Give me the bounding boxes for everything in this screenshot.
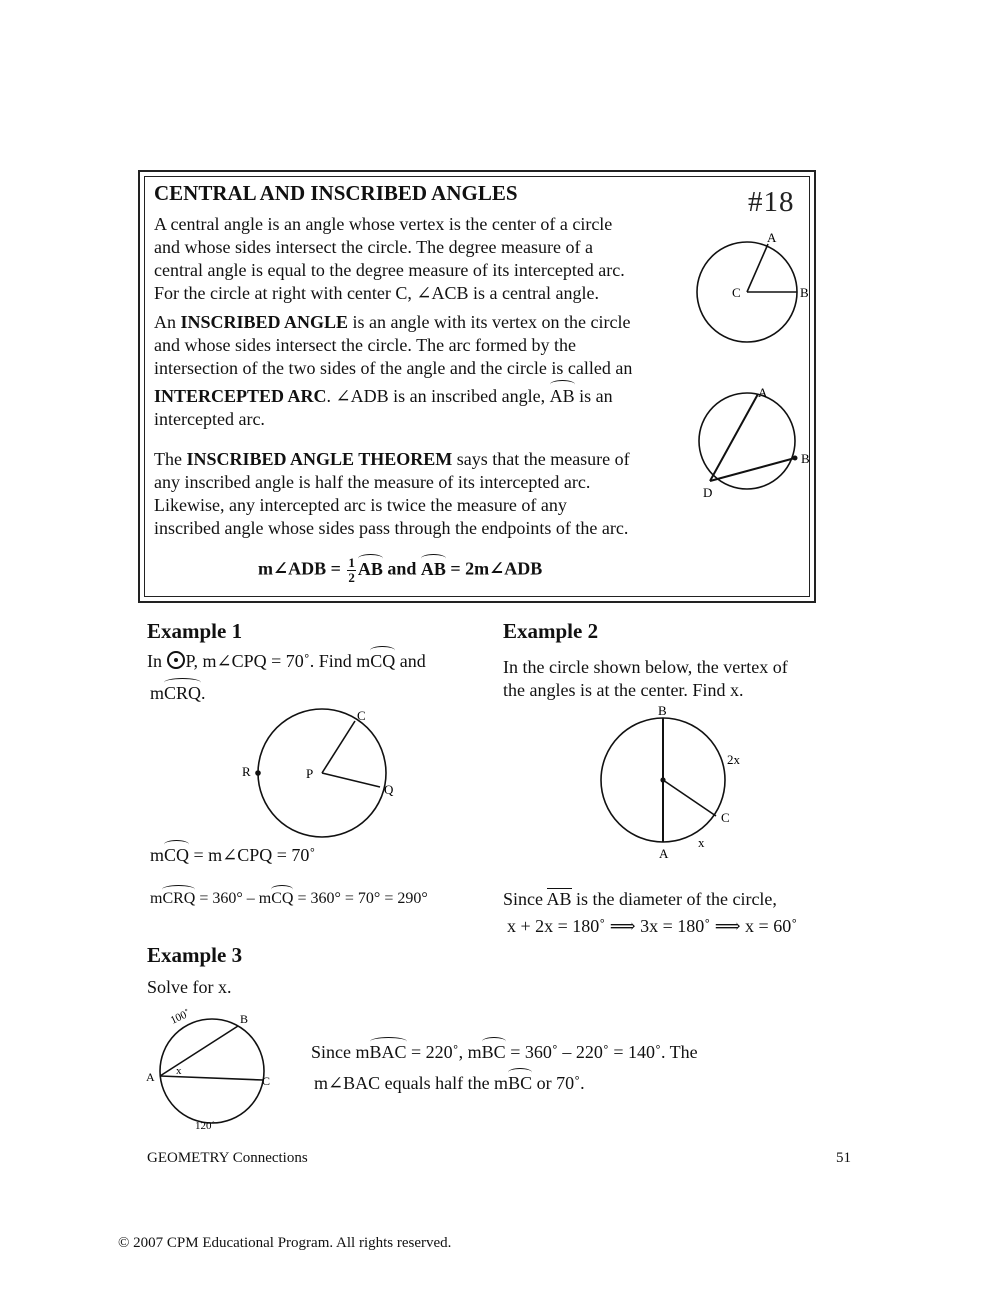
text: intercepted arc. bbox=[154, 409, 265, 429]
example-1-heading: Example 1 bbox=[147, 619, 243, 643]
label-arc-x: x bbox=[698, 835, 705, 850]
arc-cq: CQ bbox=[370, 651, 396, 671]
text: and bbox=[382, 558, 421, 579]
example-3-diagram bbox=[140, 1000, 290, 1140]
circle-dot-icon bbox=[167, 651, 185, 669]
para1-line: For the circle at right with center C, ∠ACB is a central angle. bbox=[154, 283, 599, 303]
para1-line: and whose sides intersect the circle. The degree measure of a bbox=[154, 237, 593, 257]
text: . ∠ADB is an inscribed angle, bbox=[326, 386, 550, 406]
radius-c bbox=[663, 780, 716, 816]
example-1-solution-line-2 bbox=[150, 890, 428, 908]
text: m bbox=[150, 683, 165, 703]
formula-lhs: m∠ADB = bbox=[258, 558, 346, 579]
label-c: C bbox=[262, 1074, 271, 1088]
label-b: B bbox=[240, 1012, 249, 1026]
text: the angles is at the center. Find x. bbox=[503, 680, 744, 700]
arc-ab: AB bbox=[420, 558, 446, 579]
arc-cq: CQ bbox=[164, 845, 190, 865]
radius-pc bbox=[322, 721, 355, 773]
arc-crq: CRQ bbox=[162, 890, 196, 907]
label-c: C bbox=[732, 285, 741, 300]
footer-page-number: 51 bbox=[836, 1150, 851, 1166]
text: or 70˚. bbox=[532, 1073, 585, 1093]
text: In the circle shown below, the vertex of bbox=[503, 657, 788, 677]
inscribed-angle-paragraph bbox=[154, 311, 694, 431]
text: The bbox=[154, 449, 187, 469]
example-3-problem: Solve for x. bbox=[147, 977, 232, 997]
box-number: #18 bbox=[748, 186, 795, 218]
radius-pq bbox=[322, 773, 380, 787]
term-inscribed-angle: INSCRIBED ANGLE bbox=[180, 312, 349, 332]
text: and bbox=[395, 651, 426, 671]
formula-rhs: = 2m∠ADB bbox=[445, 558, 543, 579]
fraction-numerator: 1 bbox=[348, 555, 355, 570]
text: . bbox=[201, 683, 206, 703]
label-p: P bbox=[306, 766, 314, 781]
text: and whose sides intersect the circle. The arc formed by the bbox=[154, 335, 577, 355]
label-arc-2x: 2x bbox=[727, 752, 740, 767]
text: m bbox=[150, 845, 165, 865]
example-3-solution-line-2 bbox=[314, 1073, 585, 1094]
copyright-notice: © 2007 CPM Educational Program. All rights reserved. bbox=[118, 1235, 452, 1251]
example-2-diagram bbox=[590, 700, 760, 865]
example-1-solution-line-1 bbox=[150, 845, 315, 866]
arc-bac: BAC bbox=[369, 1042, 407, 1062]
text: m∠BAC equals half the m bbox=[314, 1073, 509, 1093]
fraction-denominator: 2 bbox=[348, 570, 355, 585]
example-2-problem bbox=[503, 656, 788, 702]
fraction-one-half bbox=[347, 556, 356, 585]
text: = 360° = 70° = 290° bbox=[293, 890, 428, 907]
central-angle-paragraph bbox=[154, 213, 684, 305]
label-b: B bbox=[801, 451, 810, 466]
text: any inscribed angle is half the measure of its intercepted arc. bbox=[154, 472, 591, 492]
label-b: B bbox=[800, 285, 809, 300]
arc-bc: BC bbox=[508, 1073, 533, 1093]
inscribed-angle-diagram bbox=[690, 383, 815, 503]
text: is an angle with its vertex on the circle bbox=[348, 312, 631, 332]
para1-line: central angle is equal to the degree measure of its intercepted arc. bbox=[154, 260, 625, 280]
point-r bbox=[255, 770, 261, 776]
example-1-problem-line-2 bbox=[150, 683, 206, 704]
segment-ab: AB bbox=[546, 889, 572, 909]
arc-ab: AB bbox=[357, 558, 383, 579]
label-r: R bbox=[242, 764, 251, 779]
text: = 360˚ – 220˚ = 140˚. The bbox=[505, 1042, 698, 1062]
point-b bbox=[793, 456, 798, 461]
box-title: CENTRAL AND INSCRIBED ANGLES bbox=[154, 181, 518, 205]
label-b: B bbox=[658, 703, 667, 718]
label-arc-100: 100˚ bbox=[168, 1007, 192, 1027]
label-a: A bbox=[758, 385, 768, 400]
center-point bbox=[660, 777, 665, 782]
text: says that the measure of bbox=[452, 449, 630, 469]
text: Since bbox=[503, 889, 547, 909]
label-c: C bbox=[357, 708, 366, 723]
label-arc-120: 120˚ bbox=[195, 1120, 216, 1132]
theorem-formula bbox=[258, 556, 542, 585]
label-x: x bbox=[176, 1065, 182, 1077]
example-2-solution-line-2: x + 2x = 180˚ ⟹ 3x = 180˚ ⟹ x = 60˚ bbox=[507, 916, 798, 936]
label-a: A bbox=[659, 846, 669, 861]
para1-line: A central angle is an angle whose vertex is the center of a circle bbox=[154, 214, 613, 234]
term-inscribed-angle-theorem: INSCRIBED ANGLE THEOREM bbox=[186, 449, 453, 469]
example-3-solution-line-1 bbox=[311, 1042, 698, 1063]
label-a: A bbox=[146, 1070, 155, 1084]
theorem-paragraph bbox=[154, 448, 694, 540]
text: Since m bbox=[311, 1042, 370, 1062]
text: = 360° – m bbox=[195, 890, 272, 907]
arc-bc: BC bbox=[481, 1042, 506, 1062]
example-3-heading: Example 3 bbox=[147, 943, 243, 967]
radius-ca bbox=[747, 244, 768, 292]
arc-cq: CQ bbox=[271, 890, 294, 907]
text: inscribed angle whose sides pass through the endpoints of the arc. bbox=[154, 518, 629, 538]
arc-ab: AB bbox=[549, 386, 575, 406]
text: Likewise, any intercepted arc is twice the measure of any bbox=[154, 495, 567, 515]
example-1-problem-line-1: In P, m∠CPQ = 70˚. Find mCQ and bbox=[147, 651, 426, 671]
text: P, m∠CPQ = 70˚. Find m bbox=[185, 651, 371, 671]
text: = 220˚, m bbox=[406, 1042, 482, 1062]
label-q: Q bbox=[384, 782, 394, 797]
chord-ab bbox=[160, 1026, 238, 1076]
footer-book-title: GEOMETRY Connections bbox=[147, 1150, 308, 1166]
text: m bbox=[150, 890, 163, 907]
text: intersection of the two sides of the angle and the circle is called an bbox=[154, 358, 633, 378]
label-d: D bbox=[703, 485, 713, 500]
text: An bbox=[154, 312, 181, 332]
text: = m∠CPQ = 70˚ bbox=[189, 845, 316, 865]
label-a: A bbox=[767, 230, 777, 245]
arc-crq: CRQ bbox=[164, 683, 202, 703]
term-intercepted-arc: INTERCEPTED ARC bbox=[154, 386, 327, 406]
example-1-diagram bbox=[235, 700, 415, 850]
example-2-solution-line-1 bbox=[503, 889, 777, 910]
chord-da bbox=[710, 394, 758, 481]
text: is the diameter of the circle, bbox=[571, 889, 777, 909]
chord-db bbox=[710, 458, 795, 481]
label-c: C bbox=[721, 810, 730, 825]
central-angle-diagram bbox=[690, 228, 815, 348]
text: is an bbox=[574, 386, 613, 406]
example-2-heading: Example 2 bbox=[503, 619, 599, 643]
